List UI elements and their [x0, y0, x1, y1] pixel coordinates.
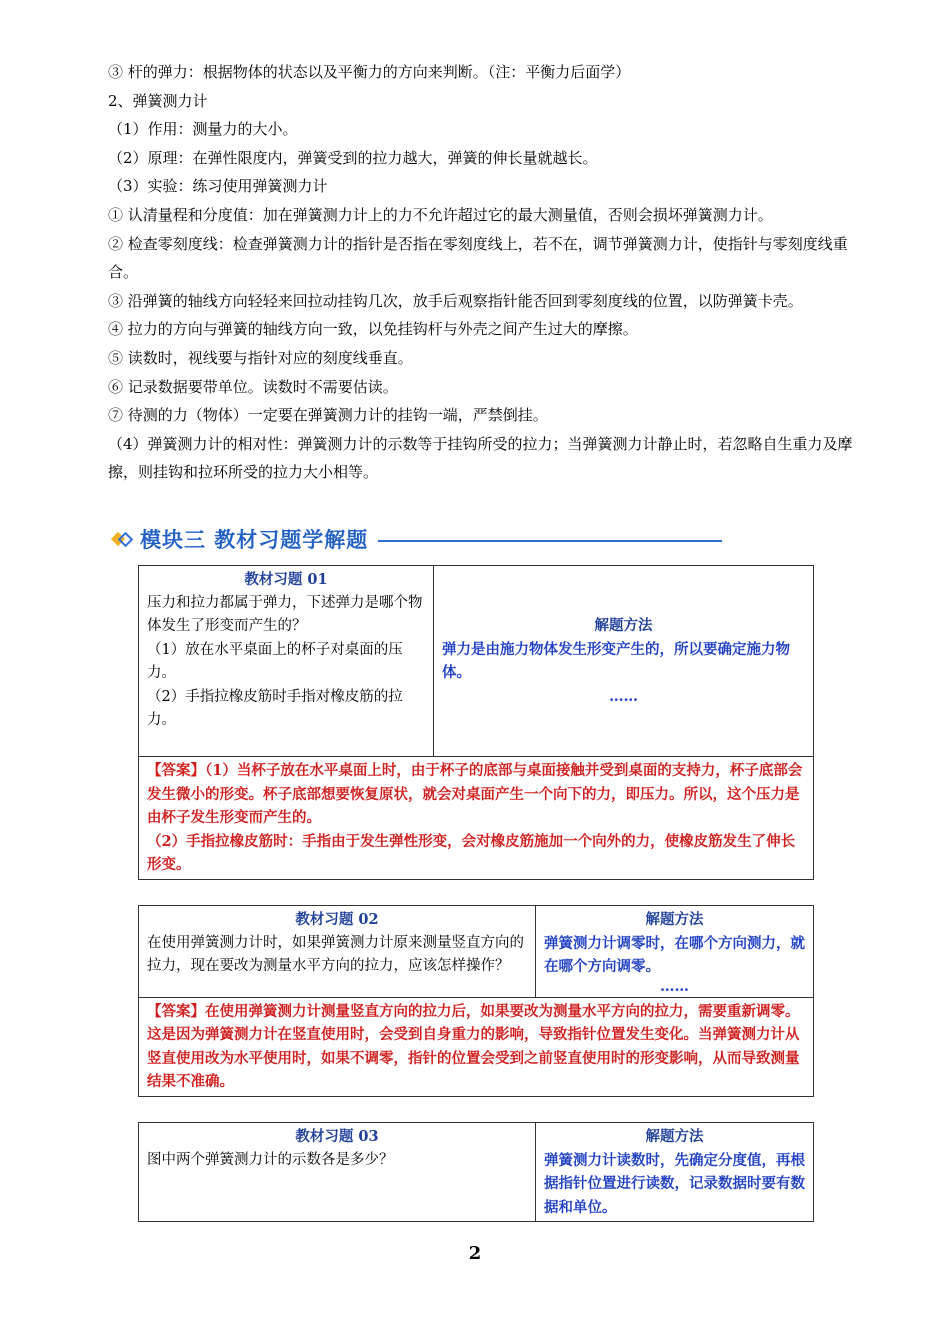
step-pull-hook: ③ 沿弹簧的轴线方向轻轻来回拉动挂钩几次，放手后观察指针能否回到零刻度线的位置，以防弹簧卡壳。	[108, 291, 803, 310]
page-number: 2	[468, 1243, 482, 1264]
diamond-icon	[112, 529, 132, 549]
step-reading: ⑤ 读数时，视线要与指针对应的刻度线垂直。	[108, 348, 413, 367]
exercise-title: 教材习题 02	[295, 911, 379, 928]
exercise-subquestion-1: （1）放在水平桌面上的杯子对桌面的压力。	[147, 641, 403, 681]
paragraph-relativity: （4）弹簧测力计的相对性：弹簧测力计的示数等于挂钩所受的拉力；当弹簧测力计静止时，若忽略自生重力及摩擦，则挂钩和拉环所受的拉力大小相等。	[108, 434, 853, 482]
module-heading	[112, 522, 722, 556]
method-cell	[536, 906, 814, 998]
method-title: 解题方法	[645, 911, 704, 928]
step-zero-check: ② 检查零刻度线：检查弹簧测力计的指针是否指在零刻度线上，若不在，调节弹簧测力计，使指针与零刻度线重合。	[108, 234, 848, 282]
paragraph-function: （1）作用：测量力的大小。	[108, 120, 298, 139]
exercise-table-03	[138, 1122, 814, 1222]
exercise-question: 在使用弹簧测力计时，如果弹簧测力计原来测量竖直方向的拉力，现在要改为测量水平方向的拉力，应该怎样操作？	[147, 934, 524, 974]
exercise-subquestion-2: （2）手指拉橡皮筋时手指对橡皮筋的拉力。	[147, 688, 403, 728]
method-text: 弹簧测力计调零时，在哪个方向测力，就在哪个方向调零。	[544, 934, 805, 975]
exercise-title: 教材习题 03	[295, 1128, 379, 1145]
heading-divider	[378, 540, 722, 542]
answer-cell	[139, 757, 814, 880]
paragraph-rod-elastic-force: ③ 杆的弹力：根据物体的状态以及平衡力的方向来判断。（注：平衡力后面学）	[108, 63, 631, 81]
step-direction: ④ 拉力的方向与弹簧的轴线方向一致，以免挂钩杆与外壳之间产生过大的摩擦。	[108, 320, 638, 339]
method-text: 弹力是由施力物体发生形变产生的，所以要确定施力物体。	[442, 640, 790, 681]
exercise-table-02	[138, 905, 814, 1097]
method-title: 解题方法	[594, 617, 653, 634]
exercise-question-cell	[139, 566, 434, 757]
answer-cell: 【答案】在使用弹簧测力计测量竖直方向的拉力后，如果要改为测量水平方向的拉力，需要重新调零。这是因为弹簧测力计在竖直使用时，会受到自身重力的影响，导致指针位置发生变化。当弹簧测力计从竖直使用改为水平使用时，如果不调零，指针的位置会受到之前竖直使用时的形变影响，从而导致测量结果不准确。	[139, 997, 814, 1096]
ellipsis: ……	[660, 977, 689, 995]
intro-section	[108, 58, 868, 487]
step-units: ⑥ 记录数据要带单位。读数时不需要估读。	[108, 377, 398, 396]
heading-spring-scale: 2、弹簧测力计	[108, 91, 208, 110]
paragraph-principle: （2）原理：在弹性限度内，弹簧受到的拉力越大，弹簧的伸长量就越长。	[108, 148, 598, 167]
exercise-question: 图中两个弹簧测力计的示数各是多少？	[147, 1151, 394, 1168]
exercise-question: 压力和拉力都属于弹力，下述弹力是哪个物体发生了形变而产生的？	[147, 594, 423, 634]
exercise-question-cell	[139, 906, 536, 998]
paragraph-experiment: （3）实验：练习使用弹簧测力计	[108, 177, 328, 196]
method-title: 解题方法	[645, 1128, 704, 1145]
answer-part-2: （2）手指拉橡皮筋时：手指由于发生弹性形变，会对橡皮筋施加一个向外的力，使橡皮筋发生了伸长形变。	[147, 832, 796, 873]
method-text: 弹簧测力计读数时，先确定分度值，再根据指针位置进行读数，记录数据时要有数据和单位。	[544, 1151, 805, 1216]
ellipsis: ……	[609, 687, 638, 705]
exercise-title: 教材习题 01	[244, 571, 328, 588]
exercise-question-cell	[139, 1123, 536, 1222]
step-range: ① 认清量程和分度值：加在弹簧测力计上的力不允许超过它的最大测量值，否则会损坏弹簧测力计。	[108, 205, 773, 224]
step-hanging: ⑦ 待测的力（物体）一定要在弹簧测力计的挂钩一端，严禁倒挂。	[108, 406, 548, 425]
module-title: 模块三 教材习题学解题	[140, 528, 369, 552]
exercise-table-01	[138, 565, 814, 880]
method-cell	[434, 566, 814, 757]
answer-part-1: 【答案】（1）当杯子放在水平桌面上时，由于杯子的底部与桌面接触并受到桌面的支持力，杯子底部会发生微小的形变。杯子底部想要恢复原状，就会对桌面产生一个向下的力，即压力。所以，这个压力是由杯子发生形变而产生的。	[147, 762, 803, 826]
method-cell	[536, 1123, 814, 1222]
